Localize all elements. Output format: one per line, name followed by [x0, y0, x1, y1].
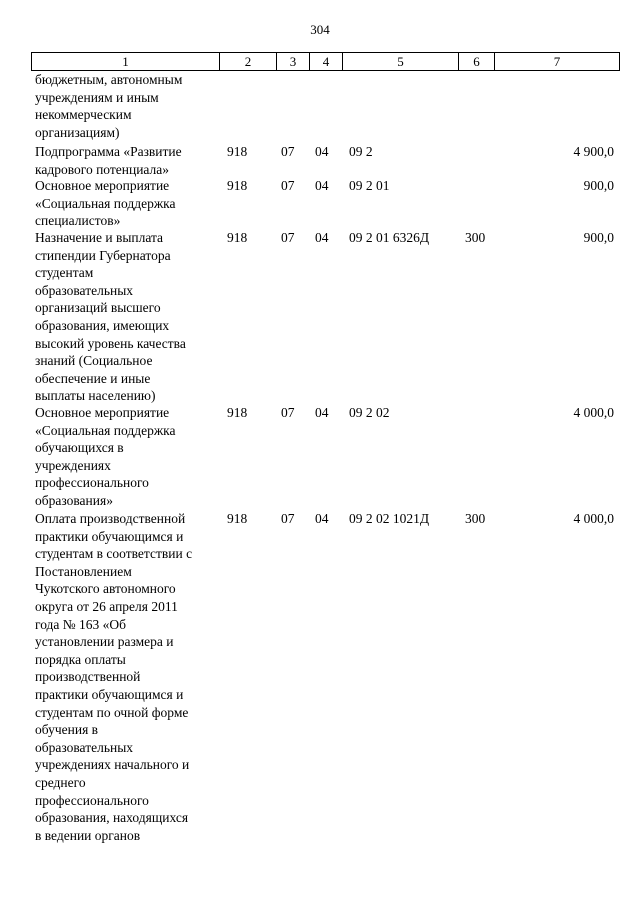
row-sum: 900,0 [583, 178, 614, 193]
row-subsection: 04 [315, 230, 329, 245]
header-col-5: 5 [397, 54, 404, 69]
row-target-article: 09 2 [349, 144, 373, 159]
row-target-article: 09 2 02 [349, 405, 390, 420]
row-section: 07 [281, 178, 295, 193]
row-target-article: 09 2 01 [349, 178, 390, 193]
row-code: 918 [227, 511, 248, 526]
row-sum: 4 000,0 [573, 405, 614, 420]
row-name: Оплата производственной практики обучающимся и студентам в соответствии с Постановлением Чукотского автономного округа от 26 апреля 2011 года № 163 «Об установлении размера и порядка оплаты производственной практики обучающимся и студентам по очной форме обучения в образовательных учреждениях начального и среднего профессионального образования, находящихся в ведении органов [35, 511, 193, 843]
row-expense-type: 300 [465, 511, 486, 526]
row-name: Основное мероприятие «Социальная поддержка специалистов» [35, 178, 176, 229]
row-subsection: 04 [315, 405, 329, 420]
table-row [31, 229, 620, 404]
table-row [31, 177, 620, 229]
row-section: 07 [281, 511, 295, 526]
table-row [31, 404, 620, 510]
row-code: 918 [227, 178, 248, 193]
row-subsection: 04 [315, 178, 329, 193]
row-sum: 4 000,0 [573, 511, 614, 526]
table-row [31, 510, 620, 845]
row-section: 07 [281, 144, 295, 159]
header-col-4: 4 [322, 54, 330, 69]
row-code: 918 [227, 230, 248, 245]
header-col-7: 7 [553, 54, 561, 69]
header-col-1: 1 [122, 54, 129, 69]
table-row [31, 71, 620, 143]
row-code: 918 [227, 144, 248, 159]
row-section: 07 [281, 230, 295, 245]
row-name: Основное мероприятие «Социальная поддержка обучающихся в учреждениях профессионального образования» [35, 405, 176, 508]
row-target-article: 09 2 02 1021Д [349, 511, 430, 526]
page-number: 304 [310, 22, 330, 37]
row-section: 07 [281, 405, 295, 420]
row-target-article: 09 2 01 6326Д [349, 230, 430, 245]
budget-table [31, 52, 620, 845]
row-code: 918 [227, 405, 248, 420]
row-subsection: 04 [315, 144, 329, 159]
row-name: Назначение и выплата стипендии Губернатора студентам образовательных организаций высшего образования, имеющих высокий уровень качества знаний (Социальное обеспечение и иные выплаты населению) [35, 230, 186, 404]
row-sum: 4 900,0 [573, 144, 614, 159]
table-header-row [31, 52, 620, 71]
header-col-6: 6 [473, 54, 480, 69]
row-name: Подпрограмма «Развитие кадрового потенциала» [35, 144, 182, 177]
row-sum: 900,0 [583, 230, 614, 245]
header-col-2: 2 [244, 54, 252, 69]
table-row [31, 143, 620, 177]
row-expense-type: 300 [465, 230, 486, 245]
header-col-3: 3 [289, 54, 297, 69]
row-subsection: 04 [315, 511, 329, 526]
row-name: бюджетным, автономным учреждениям и иным некоммерческим организациям) [35, 72, 183, 140]
